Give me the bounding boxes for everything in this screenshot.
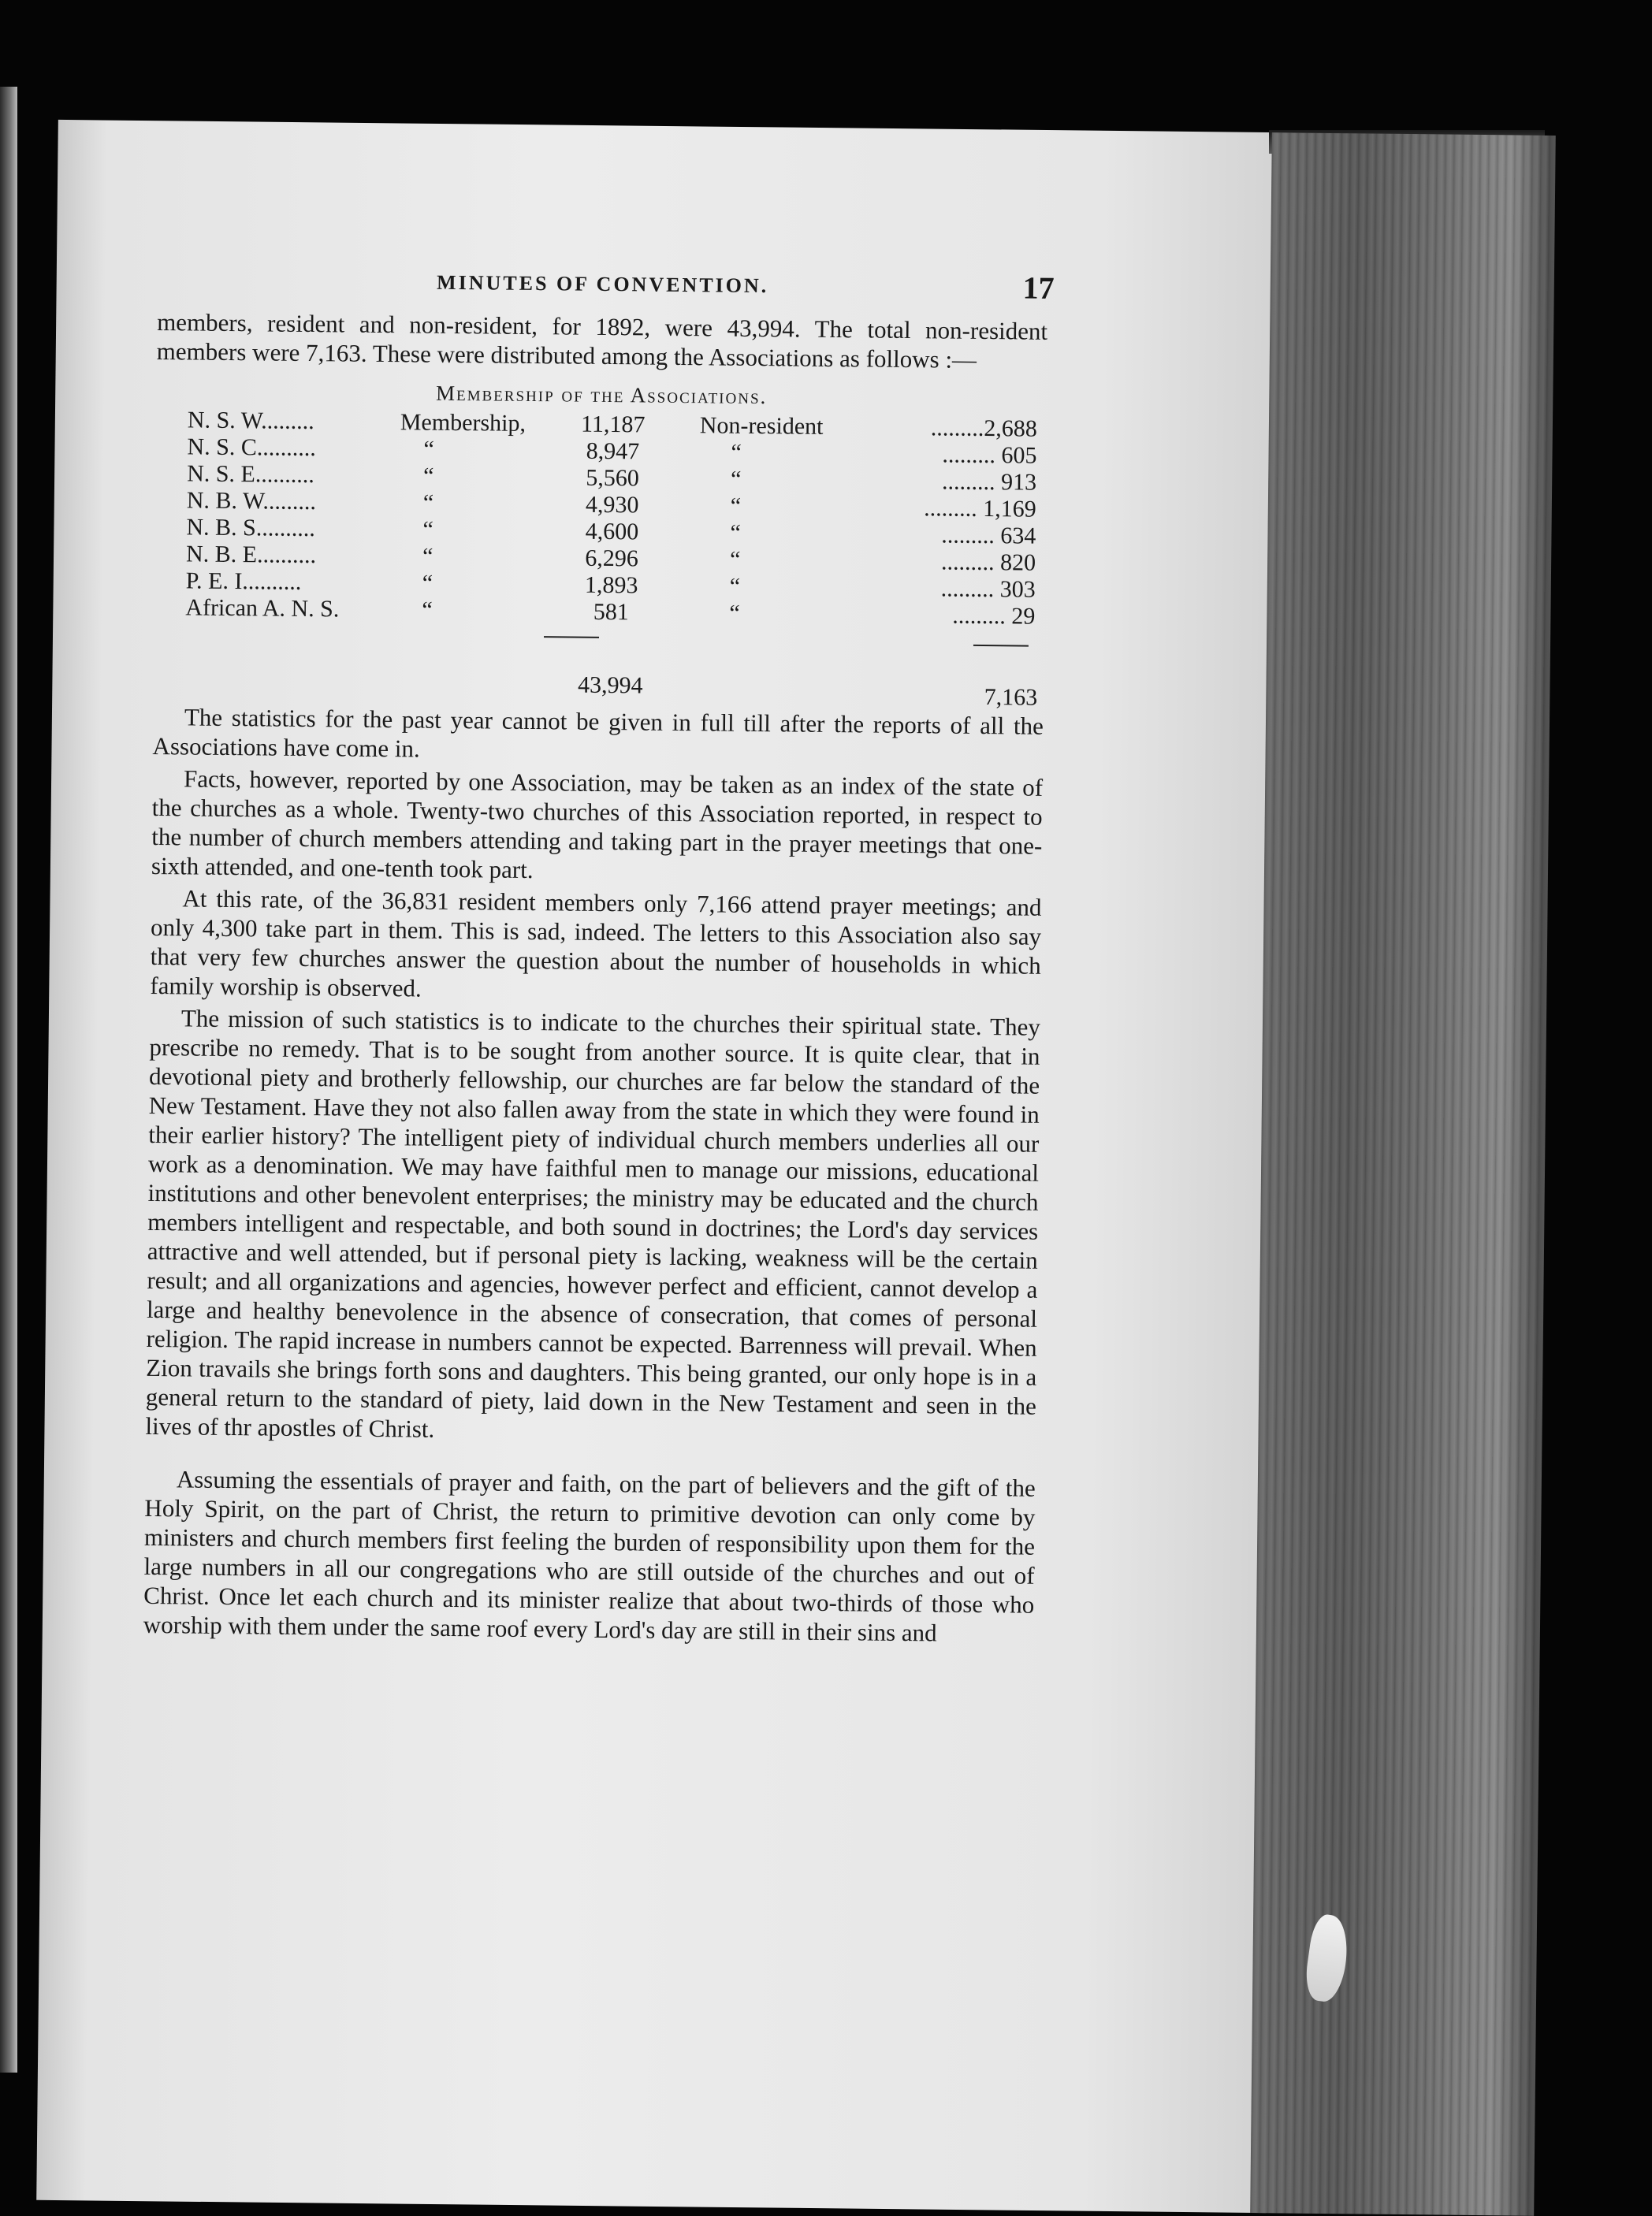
nonresident-label: Non-resident bbox=[699, 412, 824, 440]
association-name: P. E. I.......... bbox=[185, 567, 302, 595]
association-name: N. S. C.......... bbox=[187, 433, 317, 462]
total-membership: 43,994 bbox=[577, 671, 643, 699]
association-name: N. B. S.......... bbox=[186, 514, 315, 542]
ditto-mark: “ bbox=[729, 573, 741, 600]
ditto-mark: “ bbox=[729, 600, 740, 627]
left-page-edge bbox=[0, 87, 17, 2073]
association-name: N. S. E.......... bbox=[186, 460, 315, 489]
ditto-mark: “ bbox=[729, 546, 741, 573]
membership-sum-rule bbox=[544, 636, 599, 638]
nonresident-value: .........2,688 bbox=[930, 415, 1037, 442]
ditto-mark: “ bbox=[730, 493, 742, 519]
table-title: Membership of the Associations. bbox=[435, 381, 768, 409]
ditto-mark: “ bbox=[730, 466, 742, 493]
running-head bbox=[157, 260, 1055, 317]
membership-value: 4,600 bbox=[585, 518, 639, 545]
intro-paragraph: members, resident and non-resident, for 1892, were 43,994. The total non-resident members were 7,163. These were distributed among the Associations as follows :— bbox=[156, 307, 1048, 374]
ditto-mark: “ bbox=[422, 570, 433, 597]
membership-value: 5,560 bbox=[586, 464, 640, 492]
ditto-mark: “ bbox=[730, 519, 741, 546]
membership-value: 11,187 bbox=[580, 411, 646, 438]
ditto-mark: “ bbox=[423, 436, 435, 463]
nonresident-value: ......... 820 bbox=[940, 548, 1036, 576]
paragraph: Assuming the essentials of prayer and faith, on the part of believers and the gift of the Holy Spirit, on the part of Christ, the return to primitive devotion can only come by ministers and church members first feeling the burden of responsibility upon them for the large numbers in all our congregations who are still outside of the churches and out of Christ. Once let each church and its minister realize that about two-thirds of those who worship with them under the same roof every Lord's day are still in their sins and bbox=[143, 1465, 1036, 1647]
ditto-mark: “ bbox=[422, 489, 434, 516]
nonresident-value: ......... 605 bbox=[942, 441, 1037, 469]
membership-value: 6,296 bbox=[585, 545, 638, 572]
membership-value: 4,930 bbox=[585, 491, 639, 519]
ditto-mark: “ bbox=[422, 543, 433, 570]
page-content bbox=[143, 260, 1055, 1649]
book-fore-edge bbox=[1250, 132, 1556, 2216]
association-name: N. B. W......... bbox=[186, 487, 317, 515]
ditto-mark: “ bbox=[422, 463, 434, 489]
ditto-mark: “ bbox=[422, 516, 433, 543]
nonresident-sum-rule bbox=[973, 645, 1029, 647]
membership-label: Membership, bbox=[400, 409, 526, 437]
page-number: 17 bbox=[1022, 270, 1055, 306]
paragraph: At this rate, of the 36,831 resident members only 7,166 attend prayer meetings; and only 4,300 take part in them. This is sad, indeed. The letters to this Association also say that very few churches answer the question about the number of households in which family worship is observed. bbox=[150, 884, 1042, 1002]
association-name: African A. N. S. bbox=[185, 594, 340, 623]
nonresident-value: ......... 634 bbox=[941, 522, 1036, 549]
membership-value: 8,947 bbox=[586, 437, 640, 465]
running-title: MINUTES OF CONVENTION. bbox=[436, 270, 769, 298]
paragraph: The statistics for the past year cannot be given in full till after the reports of all the Associations have come in. bbox=[152, 703, 1044, 763]
association-name: N. S. W......... bbox=[187, 407, 314, 435]
ditto-mark: “ bbox=[731, 439, 742, 466]
membership-table bbox=[154, 407, 1047, 677]
membership-value: 581 bbox=[593, 598, 630, 626]
nonresident-value: ......... 1,169 bbox=[924, 495, 1036, 522]
total-nonresident: 7,163 bbox=[984, 684, 1038, 711]
paragraph: Facts, however, reported by one Association, may be taken as an index of the state of the churches as a whole. Twenty-two churches of this Association reported, in respect to the number of church members attending and taking part in the prayer meetings that one-sixth attended, and one-tenth took part. bbox=[151, 764, 1044, 884]
nonresident-value: ......... 913 bbox=[941, 468, 1037, 496]
membership-value: 1,893 bbox=[584, 571, 638, 599]
association-name: N. B. E.......... bbox=[185, 541, 317, 569]
paragraph: The mission of such statistics is to indicate to the churches their spiritual state. They prescribe no remedy. That is to be sought from another source. It is quite clear, that in devotional piety and brotherly fellowship, our churches are far below the standard of the New Testament. Have they not also fallen away from the state in which they were found in their earlier history? The intelligent piety of individual church members underlies all our work as a denomination. We may have faithful men to manage our missions, educational institutions and other benevolent enterprises; the ministry may be educated and the church members intelligent and respectable, and both sound in doctrines; the Lord's day services attractive and well attended, but if personal piety is lacking, weakness will be the certain result; and all organizations and agencies, however perfect and efficient, cannot develop a large and healthy benevolence in the absence of consecration, that comes of personal religion. The rapid increase in numbers cannot be expected. Barrenness will prevail. When Zion travails she brings forth sons and daughters. This being granted, our only hope is in a general return to the standard of piety, laid down in the New Testament and seen in the lives of thr apostles of Christ. bbox=[145, 1004, 1041, 1443]
ditto-mark: “ bbox=[422, 597, 433, 623]
nonresident-value: ......... 303 bbox=[940, 575, 1036, 603]
nonresident-value: ......... 29 bbox=[952, 602, 1036, 630]
